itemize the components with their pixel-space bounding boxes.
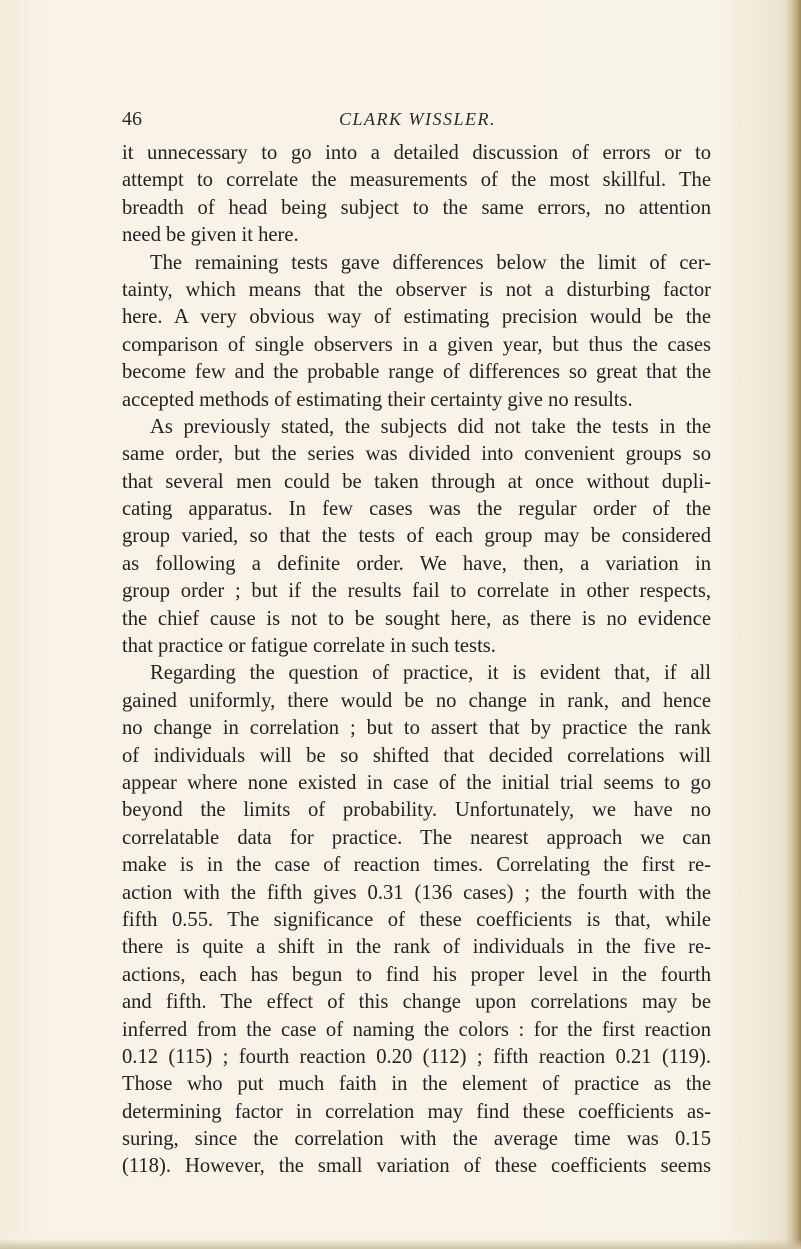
text-line: comparison of single observers in a given year, but thus the cases: [122, 333, 711, 356]
text-line: fifth 0.55. The significance of these coefficients is that, while: [122, 908, 711, 931]
text-line: of individuals will be so shifted that decided correlations will: [122, 744, 711, 767]
text-line: and fifth. The effect of this change upon correlations may be: [122, 991, 711, 1014]
text-line: that practice or fatigue correlate in such tests.: [122, 635, 496, 658]
text-line: gained uniformly, there would be no change in rank, and hence: [122, 689, 711, 712]
text-line: inferred from the case of naming the colors : for the first reaction: [122, 1018, 711, 1041]
text-line: it unnecessary to go into a detailed discussion of errors or to: [122, 142, 711, 164]
text-line: group order ; but if the results fail to correlate in other respects,: [122, 580, 711, 603]
text-line: make is in the case of reaction times. Correlating the first re-: [122, 854, 711, 877]
text-line: action with the fifth gives 0.31 (136 cases) ; the fourth with the: [122, 881, 711, 904]
text-line: that several men could be taken through at once without dupli-: [122, 470, 711, 493]
page-header: [0, 108, 801, 138]
text-line: become few and the probable range of differences so great that the: [122, 361, 711, 384]
text-line: accepted methods of estimating their certainty give no results.: [122, 388, 633, 411]
text-line: determining factor in correlation may find these coefficients as-: [122, 1100, 711, 1123]
text-line: cating apparatus. In few cases was the regular order of the: [122, 498, 711, 521]
text-line: Regarding the question of practice, it is evident that, if all: [150, 662, 711, 685]
text-line: no change in correlation ; but to assert that by practice the rank: [122, 717, 711, 740]
text-line: correlatable data for practice. The nearest approach we can: [122, 826, 711, 849]
body-text: [122, 140, 711, 1181]
text-line: suring, since the correlation with the average time was 0.15: [122, 1128, 711, 1151]
text-line: As previously stated, the subjects did not take the tests in the: [150, 415, 711, 438]
text-line: need be given it here.: [122, 224, 299, 247]
page-bottom-shadow: [0, 1239, 801, 1249]
text-line: The remaining tests gave differences below the limit of cer-: [150, 251, 711, 274]
text-line: same order, but the series was divided into convenient groups so: [122, 443, 711, 466]
text-line: tainty, which means that the observer is not a disturbing factor: [122, 278, 711, 301]
text-line: there is quite a shift in the rank of individuals in the five re-: [122, 936, 711, 959]
text-line: the chief cause is not to be sought here, as there is no evidence: [122, 607, 711, 630]
text-line: actions, each has begun to find his proper level in the fourth: [122, 963, 711, 986]
text-line: 0.12 (115) ; fourth reaction 0.20 (112) ; fifth reaction 0.21 (119).: [122, 1045, 711, 1068]
text-line: breadth of head being subject to the same errors, no attention: [122, 196, 711, 219]
page-number: 46: [122, 108, 142, 130]
page-edge-shadow: [785, 0, 801, 1249]
text-line: appear where none existed in case of the initial trial seems to go: [122, 771, 711, 794]
text-line: group varied, so that the tests of each group may be considered: [122, 525, 711, 548]
text-line: attempt to correlate the measurements of the most skillful. The: [122, 169, 711, 192]
text-line: beyond the limits of probability. Unfortunately, we have no: [122, 799, 711, 822]
text-line: Those who put much faith in the element of practice as the: [122, 1073, 711, 1096]
text-line: here. A very obvious way of estimating precision would be the: [122, 306, 711, 329]
text-line: as following a definite order. We have, then, a variation in: [122, 552, 711, 575]
running-head: CLARK WISSLER.: [339, 109, 497, 129]
text-line: (118). However, the small variation of these coefficients seems: [122, 1155, 711, 1178]
